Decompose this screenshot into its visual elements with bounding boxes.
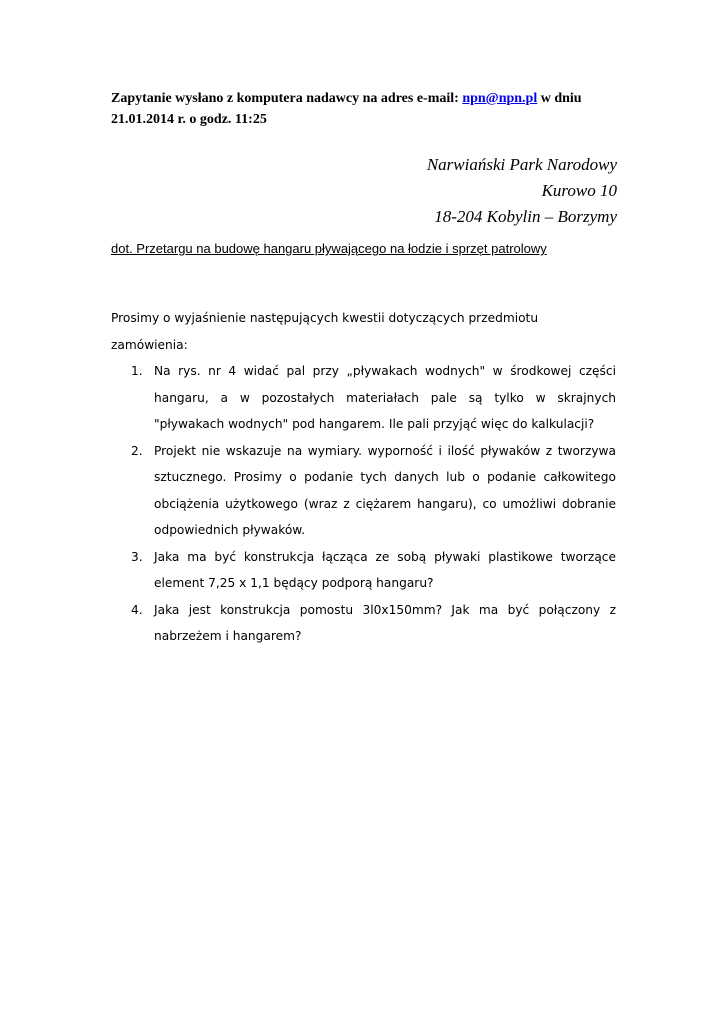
question-item [111,358,616,438]
sender-info [111,88,611,130]
question-text: Na rys. nr 4 widać pal przy „pływakach wodnych" w środkowej części hangaru, a w pozostałych materiałach pale są tylko w skrajnych "pływakach wodnych" pod hangarem. Ile pali przyjąć więc do kalkulacji? [154,364,616,431]
recipient-address [427,152,617,230]
question-item [111,544,616,597]
subject-line: dot. Przetargu na budowę hangaru pływającego na łodzie i sprzęt patrolowy [111,241,547,256]
question-number: 4. [131,602,143,617]
sender-info-prefix: Zapytanie wysłano z komputera nadawcy na adres e-mail: [111,91,459,106]
question-number: 1. [131,364,143,378]
letter-body [111,305,616,650]
question-item [111,438,616,544]
address-line-street: Kurowo 10 [541,181,617,200]
question-number: 3. [131,549,143,564]
question-item [111,597,616,650]
questions-list [111,358,616,650]
question-number: 2. [131,443,143,458]
question-text: Jaka ma być konstrukcja łącząca ze sobą pływaki plastikowe tworzące element 7,25 x 1,1 będący podporą hangaru? [154,549,616,590]
sender-info-suffix: w dniu 21.01.2014 r. o godz. 11:25 [111,91,582,127]
question-text: Jaka jest konstrukcja pomostu 3l0x150mm? Jak ma być połączony z nabrzeżem i hangarem? [154,602,616,643]
address-line-name: Narwiański Park Narodowy [426,155,617,174]
intro-paragraph: Prosimy o wyjaśnienie następujących kwestii dotyczących przedmiotu zamówienia: [111,311,539,352]
question-text: Projekt nie wskazuje na wymiary. wyporność i ilość pływaków z tworzywa sztucznego. Prosimy o podanie tych danych lub o podanie całkowitego obciążenia użytkowego (wraz z ciężarem hangaru), co umożliwi dobranie odpowiednich pływaków. [154,443,616,537]
address-line-city: 18-204 Kobylin – Borzymy [434,207,617,226]
email-link[interactable]: npn@npn.pl [462,91,538,106]
